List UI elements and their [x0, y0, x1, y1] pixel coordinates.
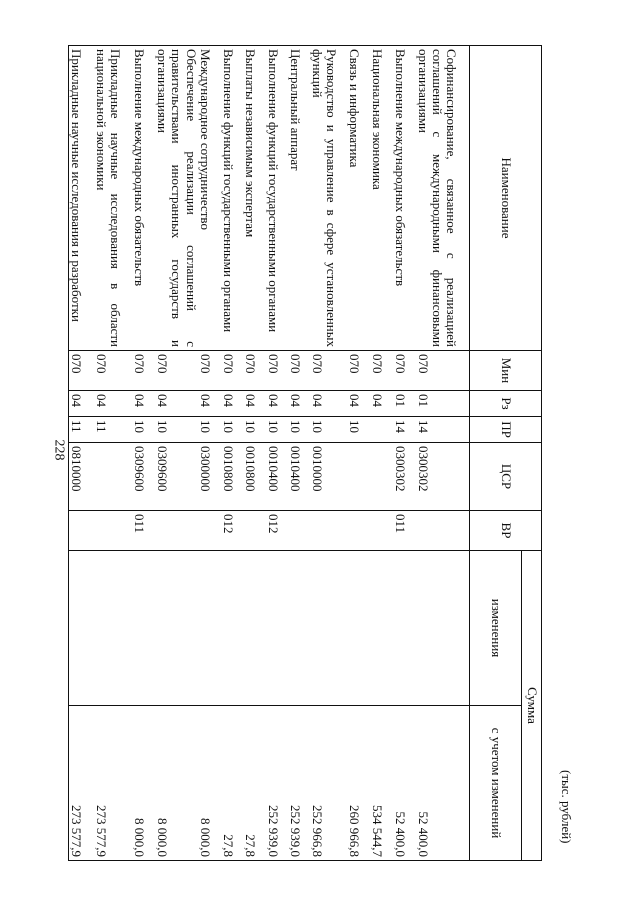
row-total: 252 966,8: [310, 706, 347, 861]
header-rz: Рз: [470, 391, 542, 417]
table-row: [198, 46, 221, 861]
row-changes: [69, 551, 94, 706]
row-min: 070: [94, 351, 132, 391]
row-changes: [310, 551, 347, 706]
row-pr: 10: [310, 417, 347, 443]
table-row: [221, 46, 243, 861]
row-csr: [370, 443, 393, 511]
row-total: 8 000,0: [155, 706, 198, 861]
row-vr: [94, 511, 132, 551]
header-csr: ЦСР: [470, 443, 542, 511]
row-min: 070: [198, 351, 221, 391]
budget-table: [68, 45, 542, 861]
row-min: 070: [243, 351, 266, 391]
header-min: Мин: [470, 351, 542, 391]
row-min: 070: [310, 351, 347, 391]
row-csr: 0300302: [393, 443, 416, 511]
row-rz: 04: [310, 391, 347, 417]
row-name: Выполнение международных обязательств: [393, 46, 416, 351]
row-name: Центральный аппарат: [288, 46, 310, 351]
units-label: (тыс. рублей): [559, 770, 574, 844]
row-min: 070: [347, 351, 370, 391]
header-pr: ПР: [470, 417, 542, 443]
row-total: 260 966,8: [347, 706, 370, 861]
row-vr: [243, 511, 266, 551]
row-pr: 14: [416, 417, 470, 443]
row-changes: [94, 551, 132, 706]
row-rz: 04: [221, 391, 243, 417]
row-csr: [94, 443, 132, 511]
table-row: [69, 46, 94, 861]
row-rz: 04: [370, 391, 393, 417]
row-csr: [347, 443, 370, 511]
row-pr: 11: [94, 417, 132, 443]
row-vr: [347, 511, 370, 551]
table-row: [94, 46, 132, 861]
row-vr: [370, 511, 393, 551]
row-vr: 012: [221, 511, 243, 551]
row-name: Национальная экономика: [370, 46, 393, 351]
row-rz: 04: [69, 391, 94, 417]
row-pr: 10: [266, 417, 288, 443]
row-name: Выполнение функций государственными органами: [221, 46, 243, 351]
row-csr: 0010400: [266, 443, 288, 511]
row-total: 27,8: [221, 706, 243, 861]
table-row: [310, 46, 347, 861]
row-changes: [347, 551, 370, 706]
row-name: Прикладные научные исследования и разработки: [69, 46, 94, 351]
row-total: 8 000,0: [132, 706, 155, 861]
row-total: 52 400,0: [416, 706, 470, 861]
table-header: [470, 46, 542, 861]
row-changes: [132, 551, 155, 706]
row-min: 070: [155, 351, 198, 391]
row-total: 8 000,0: [198, 706, 221, 861]
row-name: Выполнение международных обязательств: [132, 46, 155, 351]
row-total: 252 939,0: [288, 706, 310, 861]
row-csr: 0300000: [198, 443, 221, 511]
row-pr: 10: [288, 417, 310, 443]
row-vr: 011: [393, 511, 416, 551]
row-changes: [155, 551, 198, 706]
row-csr: 0309600: [155, 443, 198, 511]
table-row: [347, 46, 370, 861]
row-vr: 012: [266, 511, 288, 551]
row-changes: [266, 551, 288, 706]
table-row: [416, 46, 470, 861]
row-min: 070: [266, 351, 288, 391]
header-vr: ВР: [470, 511, 542, 551]
row-total: 273 577,9: [69, 706, 94, 861]
row-name: Софинансирование, связанное с реализацией соглашений с международными финансовыми организациями: [416, 46, 470, 351]
row-vr: [198, 511, 221, 551]
row-changes: [370, 551, 393, 706]
row-name: Выплаты независимым экспертам: [243, 46, 266, 351]
row-total: 273 577,9: [94, 706, 132, 861]
table-row: [370, 46, 393, 861]
header-with-changes: с учетом изменений: [470, 706, 522, 861]
row-pr: 10: [243, 417, 266, 443]
header-changes: изменения: [470, 551, 522, 706]
row-changes: [393, 551, 416, 706]
table-row: [243, 46, 266, 861]
row-vr: [288, 511, 310, 551]
row-pr: 10: [155, 417, 198, 443]
header-name: Наименование: [470, 46, 542, 351]
row-csr: 0010800: [243, 443, 266, 511]
page-number: 228: [51, 439, 67, 461]
row-rz: 01: [416, 391, 470, 417]
row-min: 070: [132, 351, 155, 391]
row-vr: [155, 511, 198, 551]
row-pr: 14: [393, 417, 416, 443]
row-rz: 04: [94, 391, 132, 417]
row-name: Руководство и управление в сфере установленных функций: [310, 46, 347, 351]
row-csr: 0810000: [69, 443, 94, 511]
row-changes: [416, 551, 470, 706]
row-csr: 0010400: [288, 443, 310, 511]
table-row: [266, 46, 288, 861]
row-total: 27,8: [243, 706, 266, 861]
row-total: 52 400,0: [393, 706, 416, 861]
table-body: [69, 46, 470, 861]
row-csr: 0010000: [310, 443, 347, 511]
row-csr: 0010800: [221, 443, 243, 511]
row-changes: [221, 551, 243, 706]
row-changes: [288, 551, 310, 706]
row-pr: 11: [69, 417, 94, 443]
table-row: [155, 46, 198, 861]
row-rz: 04: [198, 391, 221, 417]
row-min: 070: [221, 351, 243, 391]
row-rz: 04: [266, 391, 288, 417]
row-vr: [69, 511, 94, 551]
row-min: 070: [370, 351, 393, 391]
row-rz: 04: [243, 391, 266, 417]
row-min: 070: [69, 351, 94, 391]
row-name: Прикладные научные исследования в области национальной экономики: [94, 46, 132, 351]
row-total: 252 939,0: [266, 706, 288, 861]
row-name: Связь и информатика: [347, 46, 370, 351]
row-pr: [370, 417, 393, 443]
row-min: 070: [393, 351, 416, 391]
row-rz: 04: [347, 391, 370, 417]
table-row: [393, 46, 416, 861]
row-name: Обеспечение реализации соглашений с правительствами иностранных государств и организациями: [155, 46, 198, 351]
table-row: [132, 46, 155, 861]
table-row: [288, 46, 310, 861]
row-name: Международное сотрудничество: [198, 46, 221, 351]
row-vr: 011: [132, 511, 155, 551]
row-total: 534 544,7: [370, 706, 393, 861]
row-rz: 01: [393, 391, 416, 417]
row-vr: [310, 511, 347, 551]
row-rz: 04: [132, 391, 155, 417]
row-pr: 10: [221, 417, 243, 443]
row-csr: 0309600: [132, 443, 155, 511]
row-pr: 10: [347, 417, 370, 443]
row-min: 070: [288, 351, 310, 391]
row-changes: [198, 551, 221, 706]
row-name: Выполнение функций государственными органами: [266, 46, 288, 351]
row-min: 070: [416, 351, 470, 391]
header-sum: Сумма: [522, 551, 542, 861]
row-pr: 10: [132, 417, 155, 443]
row-csr: 0300302: [416, 443, 470, 511]
row-changes: [243, 551, 266, 706]
row-vr: [416, 511, 470, 551]
row-rz: 04: [155, 391, 198, 417]
row-rz: 04: [288, 391, 310, 417]
row-pr: 10: [198, 417, 221, 443]
